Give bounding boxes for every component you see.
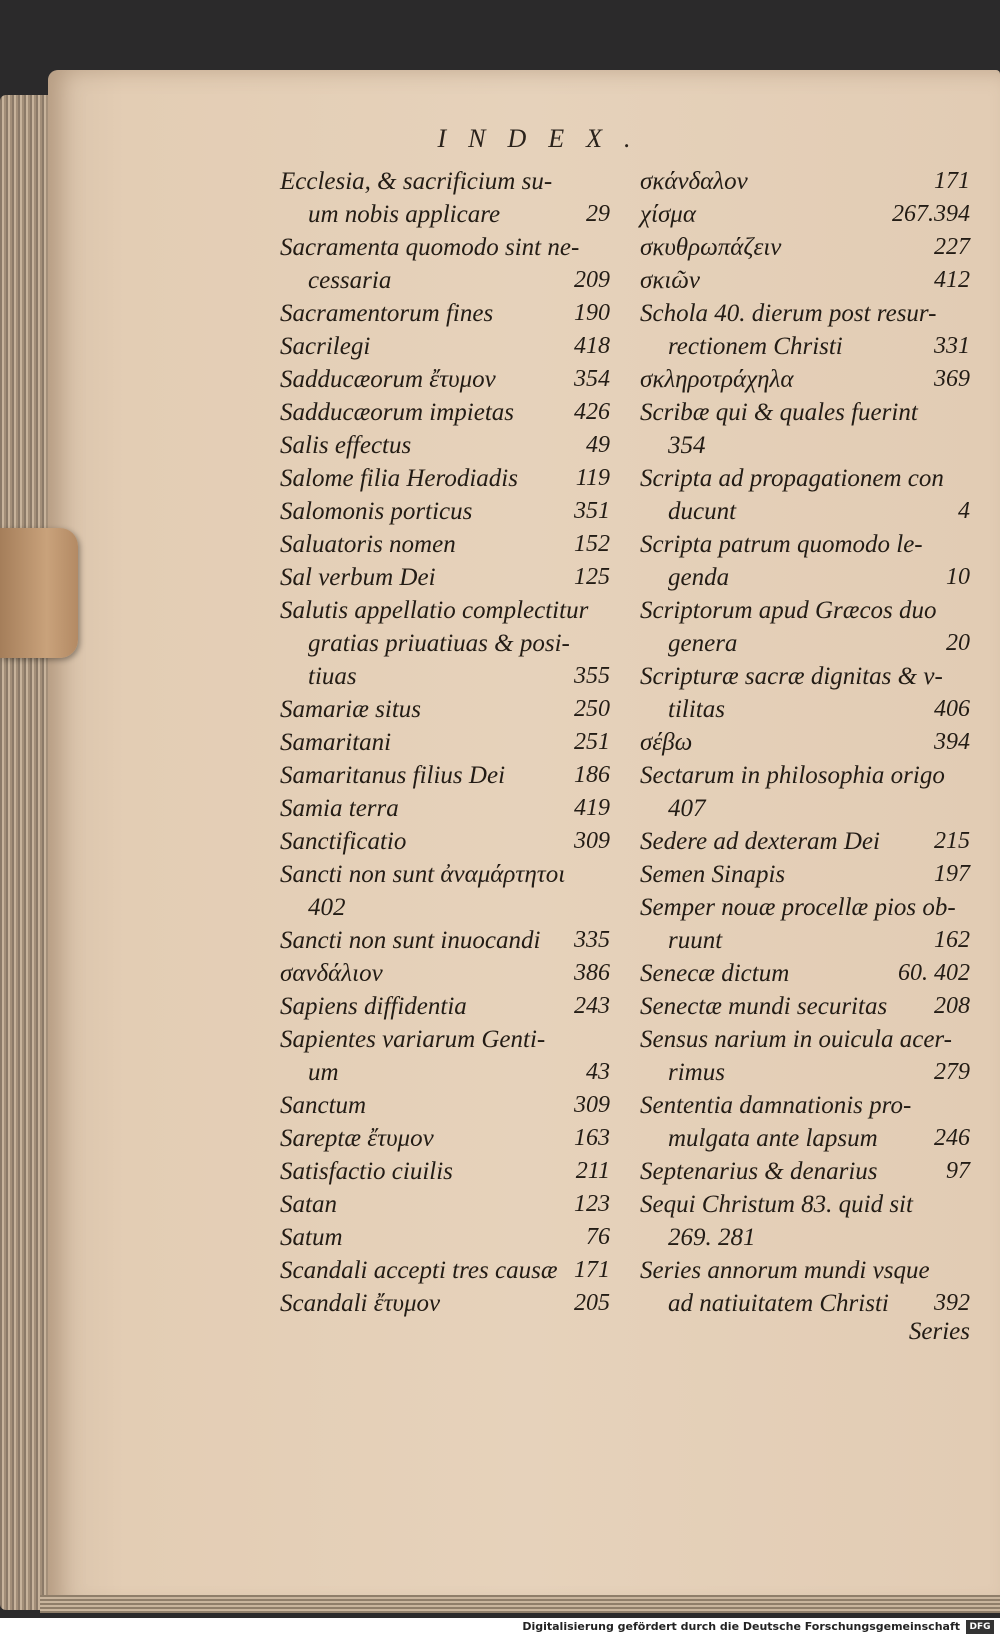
page-number: 76 xyxy=(586,1224,610,1250)
index-term: Sapientes variarum Genti- xyxy=(280,1026,546,1053)
index-term: Satan xyxy=(280,1191,337,1218)
index-entry xyxy=(280,363,610,396)
page-number: 97 xyxy=(946,1158,970,1184)
index-term: σανδάλιον xyxy=(280,960,383,987)
page-number: 351 xyxy=(574,498,610,524)
index-entry xyxy=(280,462,610,495)
index-term: 402 xyxy=(308,894,346,921)
index-entry xyxy=(640,297,970,363)
index-entry xyxy=(640,957,970,990)
index-term: 269. 281 xyxy=(668,1224,756,1251)
page-number: 208 xyxy=(934,993,970,1019)
index-column-left xyxy=(280,165,610,1320)
page-number: 152 xyxy=(574,531,610,557)
index-entry xyxy=(280,990,610,1023)
page-number: 246 xyxy=(934,1125,970,1151)
index-entry xyxy=(280,495,610,528)
index-term: Sequi Christum 83. quid sit xyxy=(640,1191,913,1218)
index-term: tilitas xyxy=(668,696,725,723)
index-entry xyxy=(640,759,970,825)
page-number: 60. 402 xyxy=(898,960,970,986)
index-entry xyxy=(280,1023,610,1089)
index-term: Scandali ἔτυμον xyxy=(280,1290,441,1317)
page-number: 406 xyxy=(934,696,970,722)
index-term: Satum xyxy=(280,1224,343,1251)
index-term: ad natiuitatem Christi xyxy=(668,1290,889,1317)
index-entry xyxy=(280,1254,610,1287)
page-number: 119 xyxy=(575,465,610,491)
index-term: rimus xyxy=(668,1059,725,1086)
index-term: Saluatoris nomen xyxy=(280,531,456,558)
page-number: 125 xyxy=(574,564,610,590)
index-term: Sensus narium in ouicula acer- xyxy=(640,1026,952,1053)
page-number: 186 xyxy=(574,762,610,788)
page-number: 215 xyxy=(934,828,970,854)
page-number: 43 xyxy=(586,1059,610,1085)
index-entry xyxy=(280,429,610,462)
index-entry xyxy=(640,1188,970,1254)
index-entry xyxy=(640,396,970,462)
page-number: 205 xyxy=(574,1290,610,1316)
index-entry xyxy=(280,396,610,429)
index-term: Senectæ mundi securitas xyxy=(640,993,888,1020)
index-term: Sancti non sunt inuocandi xyxy=(280,927,541,954)
index-term: Salomonis porticus xyxy=(280,498,473,525)
index-term: Ecclesia, & sacrificium su- xyxy=(280,168,553,195)
index-entry xyxy=(280,165,610,231)
index-entry xyxy=(280,330,610,363)
index-entry xyxy=(640,1254,970,1320)
index-entry xyxy=(280,825,610,858)
page-number: 209 xyxy=(574,267,610,293)
page-number: 211 xyxy=(575,1158,610,1184)
index-term: Series annorum mundi vsque xyxy=(640,1257,930,1284)
index-entry xyxy=(280,957,610,990)
index-entry xyxy=(640,825,970,858)
page-number: 335 xyxy=(574,927,610,953)
book-bottom-edge xyxy=(40,1595,1000,1613)
index-term: Septenarius & denarius xyxy=(640,1158,878,1185)
page-number: 171 xyxy=(934,168,970,194)
page-number: 419 xyxy=(574,795,610,821)
index-entry xyxy=(280,1089,610,1122)
index-entry xyxy=(640,462,970,528)
index-term: cessaria xyxy=(308,267,392,294)
index-term: 354 xyxy=(668,432,706,459)
index-entry xyxy=(640,594,970,660)
index-entry xyxy=(640,1089,970,1155)
index-term: Sacramentorum fines xyxy=(280,300,494,327)
index-entry xyxy=(280,693,610,726)
index-entry xyxy=(280,726,610,759)
index-term: Scriptorum apud Græcos duo xyxy=(640,597,937,624)
dfg-logo-icon: DFG xyxy=(966,1620,994,1634)
page-number: 171 xyxy=(574,1257,610,1283)
page-number: 418 xyxy=(574,333,610,359)
index-entry xyxy=(280,1155,610,1188)
index-term: Scandali accepti tres causæ xyxy=(280,1257,558,1284)
page-number: 392 xyxy=(934,1290,970,1316)
index-term: σκιῶν xyxy=(640,267,701,294)
index-entry xyxy=(640,660,970,726)
index-term: Samariæ situs xyxy=(280,696,422,723)
index-entry xyxy=(280,231,610,297)
index-entry xyxy=(640,726,970,759)
page-number: 29 xyxy=(586,201,610,227)
index-term: Salutis appellatio complectitur xyxy=(280,597,589,624)
index-term: ducunt xyxy=(668,498,737,525)
index-entry xyxy=(280,759,610,792)
page-number: 163 xyxy=(574,1125,610,1151)
index-entry xyxy=(280,528,610,561)
index-term: Sadducæorum impietas xyxy=(280,399,515,426)
index-term: Sedere ad dexteram Dei xyxy=(640,828,880,855)
index-term: Satisfactio ciuilis xyxy=(280,1158,453,1185)
index-term: Salome filia Herodiadis xyxy=(280,465,518,492)
index-term: tiuas xyxy=(308,663,357,690)
index-term: Sal verbum Dei xyxy=(280,564,436,591)
index-entry xyxy=(640,858,970,891)
index-entry xyxy=(280,924,610,957)
index-term: Sectarum in philosophia origo xyxy=(640,762,945,789)
index-term: Sententia damnationis pro- xyxy=(640,1092,912,1119)
index-term: Semen Sinapis xyxy=(640,861,786,888)
page-number: 123 xyxy=(574,1191,610,1217)
page-number: 309 xyxy=(574,1092,610,1118)
index-term: Sareptæ ἔτυμον xyxy=(280,1125,434,1152)
page-number: 197 xyxy=(934,861,970,887)
index-entry xyxy=(280,297,610,330)
index-term: Sacrilegi xyxy=(280,333,371,360)
catchword: Series xyxy=(908,1318,970,1345)
index-term: σκυθρωπάζειν xyxy=(640,234,782,261)
index-term: mulgata ante lapsum xyxy=(668,1125,878,1152)
index-entry xyxy=(640,891,970,957)
index-term: σκάνδαλον xyxy=(640,168,748,195)
index-entry xyxy=(640,231,970,264)
index-entry xyxy=(640,1023,970,1089)
index-term: Scripta patrum quomodo le- xyxy=(640,531,923,558)
index-term: Semper nouæ procellæ pios ob- xyxy=(640,894,956,921)
index-entry xyxy=(280,594,610,693)
page-number: 251 xyxy=(574,729,610,755)
index-term: Sancti non sunt ἀναμάρτητοι xyxy=(280,861,566,888)
index-entry xyxy=(280,1122,610,1155)
index-term: Sanctum xyxy=(280,1092,367,1119)
page-number: 279 xyxy=(934,1059,970,1085)
index-column-right xyxy=(640,165,970,1320)
index-term: gratias priuatiuas & posi- xyxy=(308,630,570,657)
page-number: 10 xyxy=(946,564,970,590)
page-number: 331 xyxy=(934,333,970,359)
page-number: 426 xyxy=(574,399,610,425)
index-term: genera xyxy=(668,630,738,657)
index-term: χίσμα xyxy=(640,201,696,228)
page-number: 243 xyxy=(574,993,610,1019)
index-entry xyxy=(280,1188,610,1221)
index-term: Scripta ad propagationem con xyxy=(640,465,944,492)
page-header: INDEX. xyxy=(437,124,653,153)
index-term: Senecæ dictum xyxy=(640,960,790,987)
page-number: 190 xyxy=(574,300,610,326)
index-entry xyxy=(280,1221,610,1254)
page-number: 309 xyxy=(574,828,610,854)
index-entry xyxy=(640,198,970,231)
index-term: um nobis applicare xyxy=(308,201,501,228)
page-number: 394 xyxy=(934,729,970,755)
index-entry xyxy=(640,264,970,297)
index-term: ruunt xyxy=(668,927,723,954)
index-term: σέβω xyxy=(640,729,693,756)
page-number: 369 xyxy=(934,366,970,392)
page-number: 267.394 xyxy=(892,201,970,227)
index-term: Sanctificatio xyxy=(280,828,407,855)
page-number: 386 xyxy=(574,960,610,986)
page-number: 162 xyxy=(934,927,970,953)
index-entry xyxy=(640,1155,970,1188)
page-number: 354 xyxy=(574,366,610,392)
index-term: Samaritanus filius Dei xyxy=(280,762,506,789)
index-term: σκληροτράχηλα xyxy=(640,366,794,393)
leather-clasp xyxy=(0,528,78,658)
page-number: 20 xyxy=(946,630,970,656)
index-entry xyxy=(640,990,970,1023)
index-term: um xyxy=(308,1059,339,1086)
index-term: Sapiens diffidentia xyxy=(280,993,467,1020)
index-entry xyxy=(640,165,970,198)
index-term: Salis effectus xyxy=(280,432,412,459)
index-term: Sadducæorum ἔτυμον xyxy=(280,366,496,393)
page-number: 227 xyxy=(934,234,970,260)
page-number: 412 xyxy=(934,267,970,293)
index-entry xyxy=(280,858,610,924)
index-term: rectionem Christi xyxy=(668,333,843,360)
page-number: 250 xyxy=(574,696,610,722)
footer-credit: Digitalisierung gefördert durch die Deutsche Forschungsgemeinschaft xyxy=(522,1620,960,1633)
index-entry xyxy=(640,528,970,594)
page-number: 355 xyxy=(574,663,610,689)
index-term: Sacramenta quomodo sint ne- xyxy=(280,234,580,261)
index-entry xyxy=(280,792,610,825)
index-entry xyxy=(640,363,970,396)
index-term: Schola 40. dierum post resur- xyxy=(640,300,937,327)
index-entry xyxy=(280,1287,610,1320)
index-entry xyxy=(280,561,610,594)
index-term: Scripturæ sacræ dignitas & v- xyxy=(640,663,943,690)
index-term: Samia terra xyxy=(280,795,399,822)
page-number: 4 xyxy=(958,498,970,524)
index-term: Scribæ qui & quales fuerint xyxy=(640,399,918,426)
index-term: genda xyxy=(668,564,730,591)
index-term: 407 xyxy=(668,795,706,822)
index-term: Samaritani xyxy=(280,729,392,756)
page-number: 49 xyxy=(586,432,610,458)
